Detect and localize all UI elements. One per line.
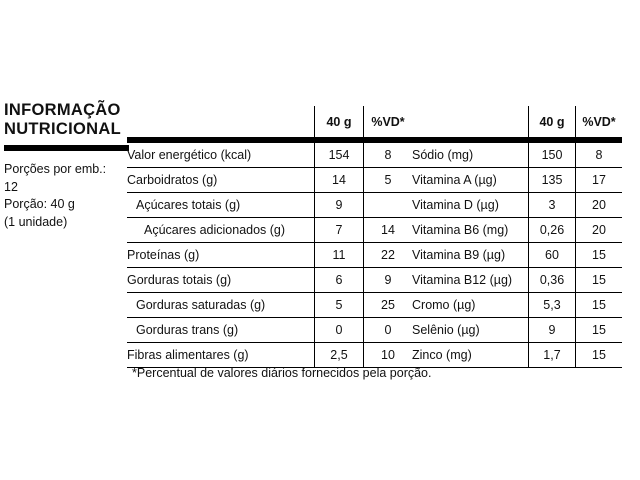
vd-cell: 20 xyxy=(576,218,623,243)
title-rule xyxy=(4,145,129,151)
nutrient-label: Carboidratos (g) xyxy=(127,168,315,193)
table-row xyxy=(127,243,412,268)
nutrient-label: Açúcares adicionados (g) xyxy=(127,218,315,243)
table-row xyxy=(127,268,412,293)
table-row xyxy=(412,343,622,368)
table-row xyxy=(127,168,412,193)
vd-cell: 15 xyxy=(576,293,623,318)
amount-cell: 5 xyxy=(315,293,364,318)
nutrition-title xyxy=(4,101,126,139)
table-row xyxy=(412,268,622,293)
header-amount: 40 g xyxy=(315,106,364,140)
portions-per-pack-label: Porções por emb.: xyxy=(4,162,107,176)
vd-cell: 5 xyxy=(364,168,413,193)
amount-cell: 0,36 xyxy=(529,268,576,293)
portion-size: Porção: 40 g xyxy=(4,197,75,211)
portion-info xyxy=(4,161,129,231)
table-row xyxy=(127,343,412,368)
nutrient-label: Valor energético (kcal) xyxy=(127,140,315,168)
table-row xyxy=(412,218,622,243)
amount-cell: 9 xyxy=(529,318,576,343)
amount-cell: 1,7 xyxy=(529,343,576,368)
amount-cell: 9 xyxy=(315,193,364,218)
table-header-row xyxy=(412,106,622,140)
portion-unit: (1 unidade) xyxy=(4,214,68,229)
vd-cell: 15 xyxy=(576,243,623,268)
header-amount: 40 g xyxy=(529,106,576,140)
vd-cell xyxy=(364,193,413,218)
header-vd: %VD* xyxy=(364,106,413,140)
vd-cell: 9 xyxy=(364,268,413,293)
table-row xyxy=(412,140,622,168)
vd-cell: 22 xyxy=(364,243,413,268)
table-row xyxy=(412,243,622,268)
table-row xyxy=(127,193,412,218)
portions-per-pack-value: 12 xyxy=(4,179,18,194)
title-line-1: INFORMAÇÃO xyxy=(4,101,121,119)
amount-cell: 60 xyxy=(529,243,576,268)
table-row xyxy=(412,168,622,193)
vd-cell: 15 xyxy=(576,268,623,293)
nutrient-label: Selênio (µg) xyxy=(412,318,529,343)
nutrient-label: Cromo (µg) xyxy=(412,293,529,318)
nutrient-label: Gorduras totais (g) xyxy=(127,268,315,293)
amount-cell: 135 xyxy=(529,168,576,193)
table-row xyxy=(412,293,622,318)
nutrition-table-right xyxy=(412,106,622,368)
table-row xyxy=(127,218,412,243)
table-header-row xyxy=(127,106,412,140)
amount-cell: 154 xyxy=(315,140,364,168)
table-row xyxy=(412,193,622,218)
table-row xyxy=(412,318,622,343)
amount-cell: 14 xyxy=(315,168,364,193)
table-row xyxy=(127,318,412,343)
title-line-2: NUTRICIONAL xyxy=(4,120,121,138)
table-row xyxy=(127,293,412,318)
nutrient-label: Vitamina B9 (µg) xyxy=(412,243,529,268)
header-blank xyxy=(127,106,315,140)
header-vd: %VD* xyxy=(576,106,623,140)
amount-cell: 0 xyxy=(315,318,364,343)
vd-cell: 20 xyxy=(576,193,623,218)
amount-cell: 2,5 xyxy=(315,343,364,368)
vd-cell: 8 xyxy=(364,140,413,168)
nutrient-label: Vitamina A (µg) xyxy=(412,168,529,193)
vd-cell: 8 xyxy=(576,140,623,168)
vd-cell: 0 xyxy=(364,318,413,343)
amount-cell: 3 xyxy=(529,193,576,218)
nutrient-label: Gorduras saturadas (g) xyxy=(127,293,315,318)
nutrient-label: Vitamina B12 (µg) xyxy=(412,268,529,293)
vd-cell: 14 xyxy=(364,218,413,243)
vd-cell: 10 xyxy=(364,343,413,368)
amount-cell: 150 xyxy=(529,140,576,168)
nutrient-label: Zinco (mg) xyxy=(412,343,529,368)
amount-cell: 0,26 xyxy=(529,218,576,243)
nutrient-label: Vitamina D (µg) xyxy=(412,193,529,218)
amount-cell: 7 xyxy=(315,218,364,243)
amount-cell: 6 xyxy=(315,268,364,293)
nutrient-label: Gorduras trans (g) xyxy=(127,318,315,343)
vd-cell: 25 xyxy=(364,293,413,318)
vd-cell: 17 xyxy=(576,168,623,193)
table-row xyxy=(127,140,412,168)
footnote: *Percentual de valores diários fornecidos pela porção. xyxy=(132,366,432,380)
nutrient-label: Vitamina B6 (mg) xyxy=(412,218,529,243)
vd-cell: 15 xyxy=(576,343,623,368)
nutrient-label: Sódio (mg) xyxy=(412,140,529,168)
nutrient-label: Fibras alimentares (g) xyxy=(127,343,315,368)
nutrient-label: Proteínas (g) xyxy=(127,243,315,268)
header-blank xyxy=(412,106,529,140)
vd-cell: 15 xyxy=(576,318,623,343)
nutrient-label: Açúcares totais (g) xyxy=(127,193,315,218)
amount-cell: 5,3 xyxy=(529,293,576,318)
amount-cell: 11 xyxy=(315,243,364,268)
nutrition-table-left xyxy=(127,106,412,368)
